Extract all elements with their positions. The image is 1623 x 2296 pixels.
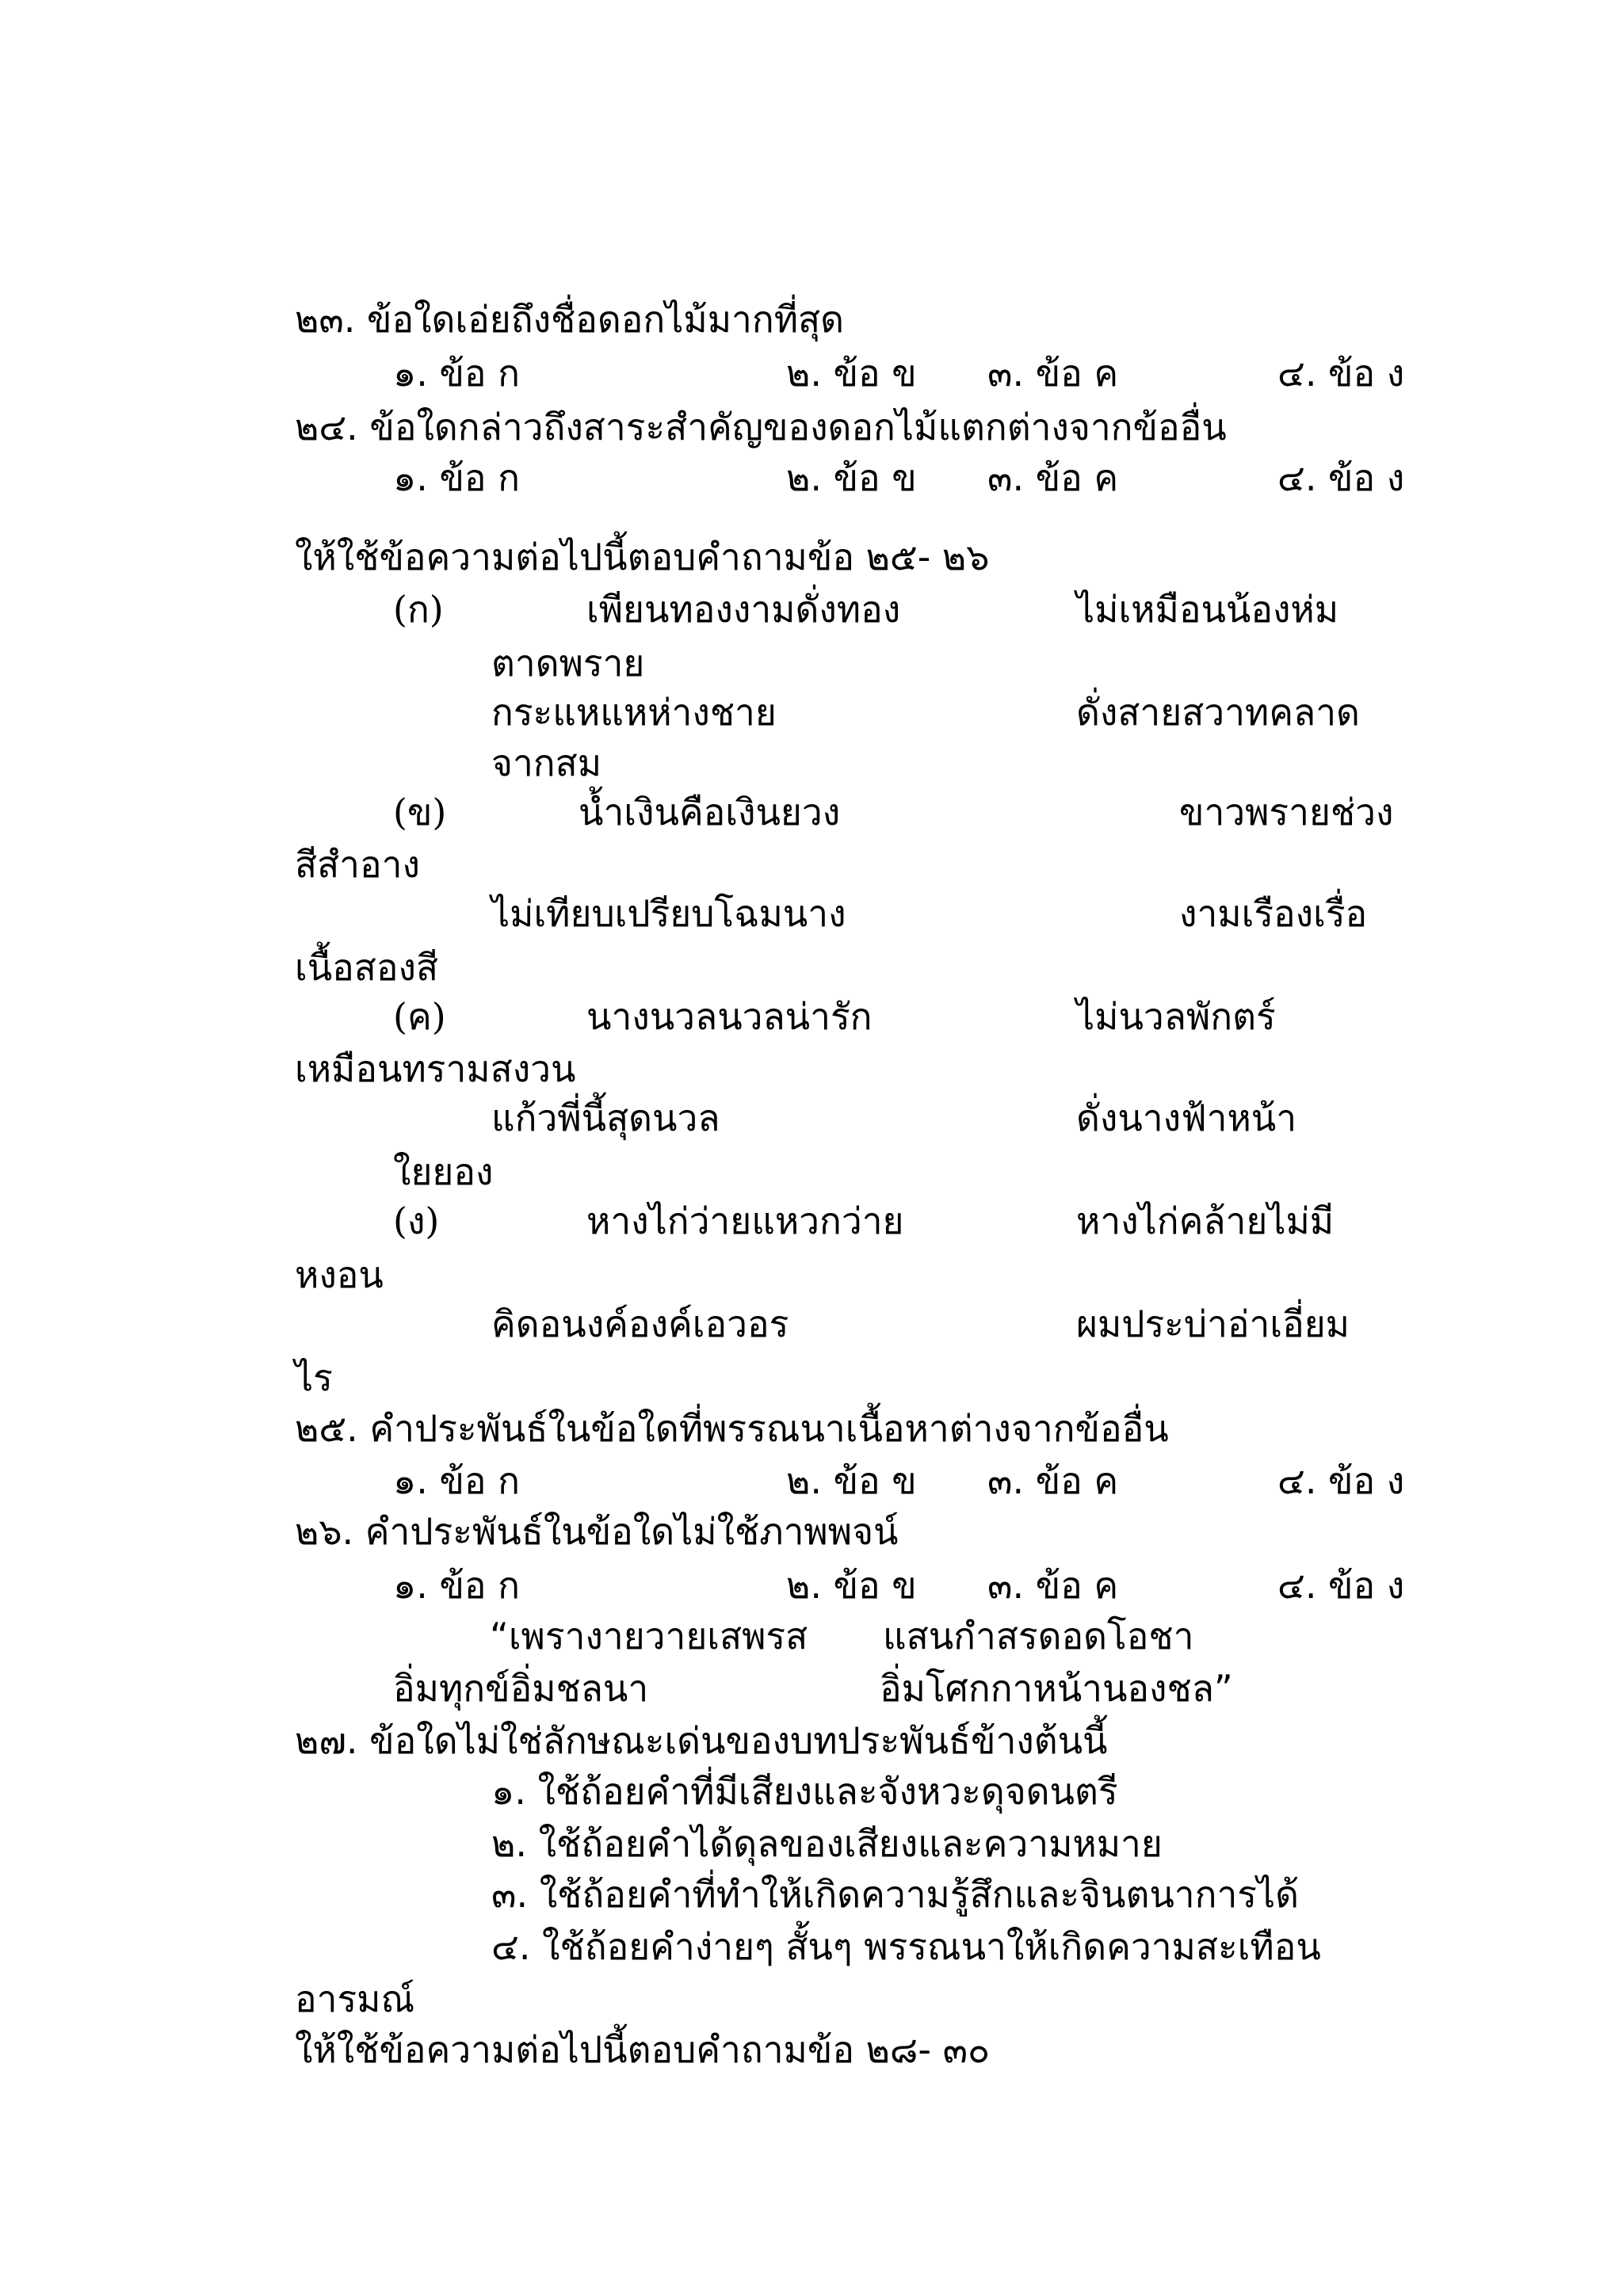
verse-d-line2-wrap: ไร [295, 1356, 333, 1399]
verse-c-line2-part1: แก้วพี่นี้สุดนวล [491, 1097, 720, 1139]
q24-choice-1: ๑. ข้อ ก [393, 456, 520, 499]
q26-choice-2: ๒. ข้อ ข [786, 1564, 917, 1607]
poem-line2-part2: อิ่มโศกกาหน้านองชล” [880, 1667, 1233, 1710]
verse-a-line2-part1: กระแหแหห่างชาย [491, 691, 777, 734]
q23-choice-2: ๒. ข้อ ข [786, 352, 917, 395]
verse-d-line1-part1: หางไก่ว่ายแหวกว่าย [586, 1199, 904, 1242]
verse-c-line2-wrap: ใยยอง [393, 1150, 494, 1193]
verse-b-line1-part1: น้ำเงินคือเงินยวง [579, 791, 841, 833]
verse-c-line1-part1: นางนวลนวลน่ารัก [586, 995, 873, 1038]
q27-choice-2: ๒. ใช้ถ้อยคำได้ดุลของเสียงและความหมาย [491, 1822, 1163, 1865]
q27-stem: ๒๗. ข้อใดไม่ใช่ลักษณะเด่นของบทประพันธ์ข้างต้นนี้ [295, 1719, 1108, 1762]
verse-c-line2-part2: ดั่งนางฟ้าหน้า [1076, 1097, 1297, 1139]
q23-choice-4: ๔. ข้อ ง [1277, 352, 1405, 395]
verse-b-line1-part2: ขาวพรายช่วง [1179, 791, 1394, 833]
verse-a-line2-part2: ดั่งสายสวาทคลาด [1076, 691, 1360, 734]
q23-choice-1: ๑. ข้อ ก [393, 352, 520, 395]
q25-choice-3: ๓. ข้อ ค [987, 1459, 1119, 1502]
verse-a-line2-wrap: จากสม [491, 742, 602, 784]
instruction-28-30: ให้ใช้ข้อความต่อไปนี้ตอบคำถามข้อ ๒๘- ๓๐ [295, 2028, 991, 2071]
q27-choice-3: ๓. ใช้ถ้อยคำที่ทำให้เกิดความรู้สึกและจินตนาการได้ [491, 1873, 1299, 1916]
q27-choice-1: ๑. ใช้ถ้อยคำที่มีเสียงและจังหวะดุจดนตรี [491, 1770, 1118, 1813]
verse-b-label: (ข) [393, 791, 447, 833]
verse-c-line1-wrap: เหมือนทรามสงวน [295, 1047, 576, 1090]
q26-choice-4: ๔. ข้อ ง [1277, 1564, 1405, 1607]
verse-c-label: (ค) [393, 995, 446, 1038]
q24-choice-4: ๔. ข้อ ง [1277, 456, 1405, 499]
verse-d-line2-part2: ผมประบ่าอ่าเอี่ยม [1076, 1302, 1350, 1345]
q27-choice-4-wrap: อารมณ์ [295, 1978, 415, 2020]
verse-b-line2-wrap: เนื้อสองสี [295, 946, 439, 989]
q27-choice-4: ๔. ใช้ถ้อยคำง่ายๆ สั้นๆ พรรณนาให้เกิดความสะเทือน [491, 1925, 1321, 1968]
q25-choice-2: ๒. ข้อ ข [786, 1459, 917, 1502]
verse-b-line2-part2: งามเรืองเรื่อ [1179, 892, 1368, 935]
q25-stem: ๒๕. คำประพันธ์ในข้อใดที่พรรณนาเนื้อหาต่างจากข้ออื่น [295, 1407, 1169, 1450]
q24-choice-3: ๓. ข้อ ค [987, 456, 1119, 499]
verse-a-line1-wrap: ตาดพราย [491, 642, 645, 685]
q26-choice-3: ๓. ข้อ ค [987, 1564, 1119, 1607]
verse-b-line1-wrap: สีสำอาง [295, 843, 420, 886]
verse-a-label: (ก) [393, 588, 444, 631]
q24-choice-2: ๒. ข้อ ข [786, 456, 917, 499]
verse-a-line1-part2: ไม่เหมือนน้องห่ม [1076, 588, 1339, 631]
q26-choice-1: ๑. ข้อ ก [393, 1564, 520, 1607]
q25-choice-4: ๔. ข้อ ง [1277, 1459, 1405, 1502]
poem-line1-part1: “เพรางายวายเสพรส [490, 1615, 808, 1657]
verse-d-label: (ง) [393, 1199, 440, 1242]
verse-d-line1-part2: หางไก่คล้ายไม่มี [1076, 1199, 1335, 1242]
verse-b-line2-part1: ไม่เทียบเปรียบโฉมนาง [491, 892, 846, 935]
instruction-25-26: ให้ใช้ข้อความต่อไปนี้ตอบคำถามข้อ ๒๕- ๒๖ [295, 536, 990, 578]
q23-choice-3: ๓. ข้อ ค [987, 352, 1119, 395]
poem-line1-part2: แสนกำสรดอดโอชา [883, 1615, 1194, 1657]
q25-choice-1: ๑. ข้อ ก [393, 1459, 520, 1502]
verse-c-line1-part2: ไม่นวลพักตร์ [1076, 995, 1276, 1038]
poem-line2-part1: อิ่มทุกข์อิ่มชลนา [393, 1667, 649, 1710]
q26-stem: ๒๖. คำประพันธ์ในข้อใดไม่ใช้ภาพพจน์ [295, 1510, 899, 1553]
q24-stem: ๒๔. ข้อใดกล่าวถึงสาระสำคัญของดอกไม้แตกต่างจากข้ออื่น [295, 406, 1227, 448]
verse-d-line1-wrap: หงอน [295, 1253, 384, 1296]
verse-a-line1-part1: เพียนทองงามดั่งทอง [586, 588, 901, 631]
verse-d-line2-part1: คิดอนงค์องค์เอวอร [491, 1302, 789, 1345]
q23-stem: ๒๓. ข้อใดเอ่ยถึงชื่อดอกไม้มากที่สุด [295, 298, 844, 341]
